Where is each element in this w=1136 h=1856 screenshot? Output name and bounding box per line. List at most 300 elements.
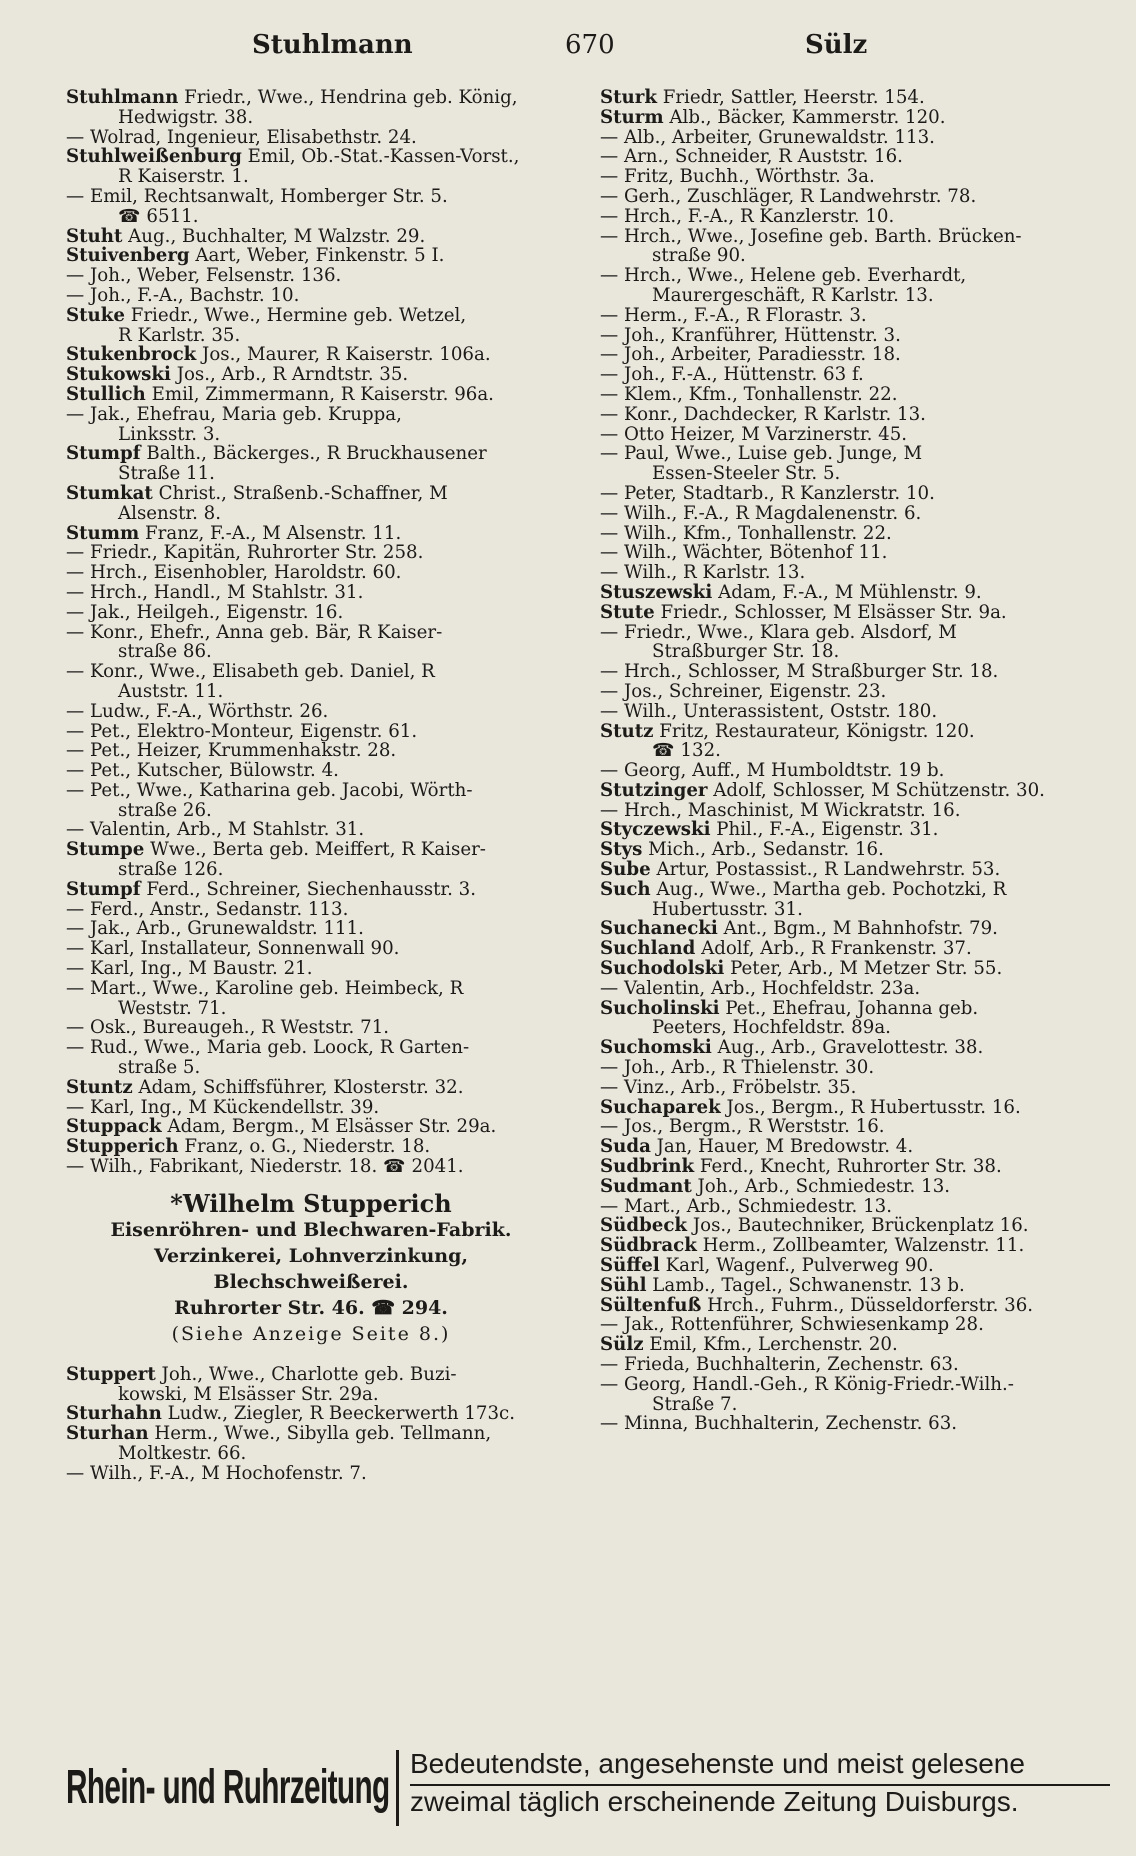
directory-entry xyxy=(600,623,1110,643)
entry-surname: Stuppert xyxy=(66,1363,156,1385)
entry-text: Peeters, Hochfeldstr. 89a. xyxy=(652,1017,891,1039)
entry-text: — Friedr., Kapitän, Ruhrorter Str. 258. xyxy=(66,542,424,564)
directory-entry xyxy=(600,919,1110,939)
directory-entry xyxy=(600,1197,1110,1217)
directory-entry xyxy=(66,563,566,583)
entry-text: Phil., F.-A., Eigenstr. 31. xyxy=(710,819,939,841)
entry-text: straße 5. xyxy=(118,1057,201,1079)
ad-line-2: Verzinkerei, Lohnverzinkung, Blechschweißerei. xyxy=(153,1244,469,1293)
entry-text: Friedr., Schlosser, M Elsässer Str. 9a. xyxy=(654,601,1007,623)
directory-entry xyxy=(66,266,566,286)
entry-text: straße 86. xyxy=(118,641,212,663)
entry-text: — Valentin, Arb., M Stahlstr. 31. xyxy=(66,819,365,841)
entry-surname: Sülz xyxy=(600,1334,644,1356)
entry-text: — Alb., Arbeiter, Grunewaldstr. 113. xyxy=(600,126,935,148)
directory-entry xyxy=(600,425,1110,445)
directory-entry xyxy=(66,1058,566,1078)
directory-entry xyxy=(600,603,1110,623)
entry-text: — Joh., Kranführer, Hüttenstr. 3. xyxy=(600,324,901,346)
entry-surname: Sucholinski xyxy=(600,997,720,1019)
entry-text: — Konr., Ehefr., Anna geb. Bär, R Kaiser- xyxy=(66,621,443,643)
entry-text: Adolf, Schlosser, M Schützenstr. 30. xyxy=(707,779,1045,801)
entry-text: — Ludw., F.-A., Wörthstr. 26. xyxy=(66,700,329,722)
entry-text: Peter, Arb., M Metzer Str. 55. xyxy=(724,958,1003,980)
entry-text: — Valentin, Arb., Hochfeldstr. 23a. xyxy=(600,977,921,999)
entry-text: Hubertusstr. 31. xyxy=(652,898,803,920)
entry-text: kowski, M Elsässer Str. 29a. xyxy=(118,1383,379,1405)
entry-text: straße 126. xyxy=(118,859,224,881)
entry-text: Wwe., Berta geb. Meiffert, R Kaiser- xyxy=(144,839,486,861)
entry-surname: Stuhlmann xyxy=(66,87,179,108)
entry-surname: Stumm xyxy=(66,522,140,544)
entry-text: — Joh., F.-A., Bachstr. 10. xyxy=(66,284,300,306)
directory-entry xyxy=(66,1137,566,1157)
directory-entry xyxy=(600,761,1110,781)
directory-entry xyxy=(600,999,1110,1019)
entry-text: Herm., Zollbeamter, Walzenstr. 11. xyxy=(696,1235,1025,1257)
directory-entry xyxy=(66,345,566,365)
entry-surname: Suchanecki xyxy=(600,918,718,940)
entry-text: Alsenstr. 8. xyxy=(118,502,222,524)
directory-entry xyxy=(600,524,1110,544)
directory-entry xyxy=(66,583,566,603)
entry-surname: Sühl xyxy=(600,1274,647,1296)
entry-text: ☎ 132. xyxy=(652,740,721,762)
page-header xyxy=(0,30,1136,70)
entry-text: Friedr., Wwe., Hendrina geb. König, xyxy=(178,87,518,108)
entry-text: — Emil, Rechtsanwalt, Homberger Str. 5. xyxy=(66,185,448,207)
newspaper-banner xyxy=(66,1748,1106,1830)
entry-text: Fritz, Restaurateur, Königstr. 120. xyxy=(653,720,975,742)
directory-entry xyxy=(600,939,1110,959)
directory-entry xyxy=(600,840,1110,860)
directory-entry xyxy=(600,1296,1110,1316)
directory-entry xyxy=(600,642,1110,662)
entry-text: — Hrch., F.-A., R Kanzlerstr. 10. xyxy=(600,205,895,227)
entry-text: — Mart., Wwe., Karoline geb. Heimbeck, R xyxy=(66,977,464,999)
entry-text: — Frieda, Buchhalterin, Zechenstr. 63. xyxy=(600,1354,959,1375)
entry-text: — Wilh., R Karlstr. 13. xyxy=(600,562,806,584)
directory-entry xyxy=(600,1315,1110,1335)
directory-entry xyxy=(66,306,566,326)
entry-text: — Pet., Wwe., Katharina geb. Jacobi, Wörth- xyxy=(66,779,473,801)
entry-text: Ludw., Ziegler, R Beeckerwerth 173c. xyxy=(161,1403,516,1425)
entry-surname: Süffel xyxy=(600,1255,660,1277)
entry-surname: Sturk xyxy=(600,87,657,108)
entry-surname: Stupperich xyxy=(66,1136,179,1158)
entry-surname: Suchaparek xyxy=(600,1096,721,1118)
entry-text: Emil, Kfm., Lerchenstr. 20. xyxy=(643,1334,898,1356)
directory-entry xyxy=(66,365,566,385)
entry-text: Franz, F.-A., M Alsenstr. 11. xyxy=(139,522,402,544)
entry-text: — Ferd., Anstr., Sedanstr. 113. xyxy=(66,898,349,920)
directory-entry xyxy=(600,583,1110,603)
entry-text: — Mart., Arb., Schmiedestr. 13. xyxy=(600,1195,893,1217)
entry-text: Hedwigstr. 38. xyxy=(118,106,254,128)
right-column xyxy=(600,88,1110,1434)
directory-entry xyxy=(600,1414,1110,1434)
entry-text: Essen-Steeler Str. 5. xyxy=(652,463,841,485)
entry-text: — Fritz, Buchh., Wörthstr. 3a. xyxy=(600,166,875,188)
directory-entry xyxy=(66,959,566,979)
directory-entry xyxy=(600,326,1110,346)
directory-entry xyxy=(600,682,1110,702)
entry-surname: Stys xyxy=(600,839,643,861)
directory-entry xyxy=(600,1236,1110,1256)
directory-entry xyxy=(600,1355,1110,1375)
entry-surname: Sturm xyxy=(600,106,664,128)
directory-entry xyxy=(66,187,566,207)
directory-entry xyxy=(600,365,1110,385)
directory-entry xyxy=(600,702,1110,722)
directory-entry xyxy=(600,1038,1110,1058)
directory-entry xyxy=(600,801,1110,821)
entry-text: Emil, Zimmermann, R Kaiserstr. 96a. xyxy=(145,383,494,405)
entry-text: Emil, Ob.-Stat.-Kassen-Vorst., xyxy=(241,146,520,168)
entry-text: — Wolrad, Ingenieur, Elisabethstr. 24. xyxy=(66,126,417,148)
left-entry-list xyxy=(66,88,566,1177)
entry-surname: Stute xyxy=(600,601,655,623)
directory-entry xyxy=(66,108,566,128)
directory-entry xyxy=(600,1375,1110,1395)
entry-text: — Jak., Heilgeh., Eigenstr. 16. xyxy=(66,601,344,623)
entry-text: — Wilh., F.-A., M Hochofenstr. 7. xyxy=(66,1462,367,1484)
entry-text: Aug., Arb., Gravelottestr. 38. xyxy=(711,1037,984,1059)
directory-entry xyxy=(66,820,566,840)
directory-entry xyxy=(600,1058,1110,1078)
entry-text: — Karl, Ing., M Baustr. 21. xyxy=(66,958,313,980)
entry-surname: Sültenfuß xyxy=(600,1294,702,1316)
directory-entry xyxy=(66,504,566,524)
entry-text: Jos., Bautechniker, Brückenplatz 16. xyxy=(687,1215,1029,1237)
entry-surname: Suchland xyxy=(600,938,696,960)
entry-text: Moltkestr. 66. xyxy=(118,1443,247,1465)
directory-entry xyxy=(66,1157,566,1177)
header-right-word: Sülz xyxy=(805,30,868,60)
directory-entry xyxy=(600,405,1110,425)
directory-entry xyxy=(600,741,1110,761)
entry-surname: Sturhan xyxy=(66,1423,149,1445)
directory-entry xyxy=(66,603,566,623)
entry-text: Herm., Wwe., Sibylla geb. Tellmann, xyxy=(148,1423,492,1445)
entry-text: Aug., Wwe., Martha geb. Pochotzki, R xyxy=(650,878,1007,900)
entry-surname: Stumpf xyxy=(66,443,141,465)
directory-entry xyxy=(600,979,1110,999)
directory-entry xyxy=(66,1078,566,1098)
entry-text: R Kaiserstr. 1. xyxy=(118,166,249,188)
directory-entry xyxy=(66,1117,566,1137)
directory-entry xyxy=(66,1464,566,1484)
entry-text: — Jos., Bergm., R Werststr. 16. xyxy=(600,1116,885,1138)
directory-entry xyxy=(66,623,566,643)
entry-surname: Stuszewski xyxy=(600,581,713,603)
directory-entry xyxy=(66,167,566,187)
entry-surname: Suda xyxy=(600,1136,651,1158)
entry-surname: Stumpf xyxy=(66,878,141,900)
entry-text: ☎ 6511. xyxy=(118,205,199,227)
entry-surname: Sudbrink xyxy=(600,1156,695,1178)
entry-text: Straßburger Str. 18. xyxy=(652,641,840,663)
directory-entry xyxy=(66,464,566,484)
entry-text: Ferd., Knecht, Ruhrorter Str. 38. xyxy=(694,1156,1002,1178)
directory-entry xyxy=(600,781,1110,801)
directory-entry xyxy=(600,345,1110,365)
entry-text: — Wilh., Kfm., Tonhallenstr. 22. xyxy=(600,522,892,544)
entry-surname: Styczewski xyxy=(600,819,711,841)
entry-text: — Herm., F.-A., R Florastr. 3. xyxy=(600,304,867,326)
entry-surname: Stutzinger xyxy=(600,779,708,801)
entry-text: Jan, Hauer, M Bredowstr. 4. xyxy=(650,1136,914,1158)
entry-text: Straße 11. xyxy=(118,463,215,485)
entry-text: Aug., Buchhalter, M Walzstr. 29. xyxy=(122,225,426,247)
entry-surname: Stuht xyxy=(66,225,123,247)
directory-entry xyxy=(600,266,1110,286)
entry-text: Lamb., Tagel., Schwanenstr. 13 b. xyxy=(646,1274,965,1296)
directory-entry xyxy=(600,900,1110,920)
directory-entry xyxy=(600,1177,1110,1197)
entry-text: Aart, Weber, Finkenstr. 5 I. xyxy=(189,245,445,267)
entry-text: Adam, Schiffsführer, Klosterstr. 32. xyxy=(132,1076,464,1098)
directory-entry xyxy=(66,425,566,445)
directory-entry xyxy=(66,840,566,860)
entry-surname: Sturhahn xyxy=(66,1403,162,1425)
entry-text: Auststr. 11. xyxy=(118,680,224,702)
directory-entry xyxy=(66,860,566,880)
directory-entry xyxy=(600,860,1110,880)
entry-text: — Gerh., Zuschläger, R Landwehrstr. 78. xyxy=(600,185,977,207)
entry-text: — Pet., Heizer, Krummenhakstr. 28. xyxy=(66,740,397,762)
directory-entry xyxy=(66,1038,566,1058)
directory-entry xyxy=(600,1276,1110,1296)
entry-surname: Südbeck xyxy=(600,1215,688,1237)
directory-entry xyxy=(66,207,566,227)
entry-text: — Konr., Dachdecker, R Karlstr. 13. xyxy=(600,403,926,425)
entry-text: — Joh., Arb., R Thielenstr. 30. xyxy=(600,1057,875,1079)
entry-surname: Stuntz xyxy=(66,1076,133,1098)
directory-entry xyxy=(66,88,566,108)
entry-text: Pet., Ehefrau, Johanna geb. xyxy=(719,997,979,1019)
entry-text: Linksstr. 3. xyxy=(118,423,221,445)
entry-text: Mich., Arb., Sedanstr. 16. xyxy=(642,839,884,861)
entry-surname: Stullich xyxy=(66,383,146,405)
entry-text: — Hrch., Wwe., Josefine geb. Barth. Brücken- xyxy=(600,225,1022,247)
entry-text: — Osk., Bureaugeh., R Weststr. 71. xyxy=(66,1017,390,1039)
entry-text: Balth., Bäckerges., R Bruckhausener xyxy=(140,443,487,465)
directory-entry xyxy=(600,128,1110,148)
directory-entry xyxy=(66,761,566,781)
entry-text: Jos., Bergm., R Hubertusstr. 16. xyxy=(720,1096,1021,1118)
directory-entry xyxy=(66,722,566,742)
directory-entry xyxy=(66,286,566,306)
directory-entry xyxy=(66,484,566,504)
ad-line-1: Eisenröhren- und Blechwaren-Fabrik. xyxy=(110,1218,512,1241)
directory-entry xyxy=(66,979,566,999)
entry-text: Franz, o. G., Niederstr. 18. xyxy=(178,1136,431,1158)
entry-text: Ant., Bgm., M Bahnhofstr. 79. xyxy=(717,918,998,940)
entry-text: — Klem., Kfm., Tonhallenstr. 22. xyxy=(600,383,898,405)
entry-surname: Stuivenberg xyxy=(66,245,190,267)
directory-entry xyxy=(600,444,1110,464)
directory-entry xyxy=(600,722,1110,742)
directory-entry xyxy=(66,1018,566,1038)
entry-text: straße 90. xyxy=(652,245,746,267)
directory-entry xyxy=(66,1385,566,1405)
directory-entry xyxy=(66,880,566,900)
left-column xyxy=(66,88,566,1484)
directory-entry xyxy=(600,1137,1110,1157)
entry-text: — Wilh., Fabrikant, Niederstr. 18. ☎ 2041. xyxy=(66,1156,464,1178)
directory-entry xyxy=(66,1424,566,1444)
entry-text: Jos., Maurer, R Kaiserstr. 106a. xyxy=(196,344,491,366)
entry-text: Alb., Bäcker, Kammerstr. 120. xyxy=(663,106,946,128)
directory-entry xyxy=(66,1365,566,1385)
directory-entry xyxy=(66,524,566,544)
entry-text: — Jak., Rottenführer, Schwiesenkamp 28. xyxy=(600,1314,984,1336)
entry-text: Christ., Straßenb.-Schaffner, M xyxy=(152,482,448,504)
directory-entry xyxy=(600,1256,1110,1276)
entry-text: Karl, Wagenf., Pulverweg 90. xyxy=(659,1255,934,1277)
entry-text: — Joh., F.-A., Hüttenstr. 63 f. xyxy=(600,364,864,386)
entry-text: — Georg, Auff., M Humboldtstr. 19 b. xyxy=(600,760,945,782)
directory-entry xyxy=(66,662,566,682)
banner-logo: Rhein- und Ruhrzeitung xyxy=(66,1761,390,1814)
entry-text: — Georg, Handl.-Geh., R König-Friedr.-Wilh.- xyxy=(600,1373,1014,1395)
directory-entry xyxy=(600,820,1110,840)
ad-line-4: (Siehe Anzeige Seite 8.) xyxy=(171,1322,451,1345)
directory-entry xyxy=(66,741,566,761)
entry-text: — Hrch., Wwe., Helene geb. Everhardt, xyxy=(600,265,967,287)
directory-entry xyxy=(600,1117,1110,1137)
directory-entry xyxy=(600,147,1110,167)
entry-text: Joh., Wwe., Charlotte geb. Buzi- xyxy=(155,1363,457,1385)
entry-text: — Pet., Kutscher, Bülowstr. 4. xyxy=(66,760,339,782)
entry-text: — Konr., Wwe., Elisabeth geb. Daniel, R xyxy=(66,661,435,683)
entry-text: Straße 7. xyxy=(652,1393,738,1415)
entry-surname: Stumkat xyxy=(66,482,153,504)
banner-line-2: zweimal täglich erscheinende Zeitung Duisburgs. xyxy=(410,1786,1019,1817)
entry-surname: Südbrack xyxy=(600,1235,697,1257)
entry-text: — Wilh., F.-A., R Magdalenenstr. 6. xyxy=(600,502,922,524)
entry-text: — Hrch., Eisenhobler, Haroldstr. 60. xyxy=(66,562,402,584)
banner-divider xyxy=(396,1750,399,1826)
directory-entry xyxy=(66,900,566,920)
directory-entry xyxy=(600,880,1110,900)
entry-text: Artur, Postassist., R Landwehrstr. 53. xyxy=(650,859,1001,881)
entry-text: Adolf, Arb., R Frankenstr. 37. xyxy=(695,938,972,960)
directory-entry xyxy=(600,286,1110,306)
entry-surname: Stumpe xyxy=(66,839,145,861)
directory-entry xyxy=(600,1216,1110,1236)
entry-text: — Hrch., Schlosser, M Straßburger Str. 18. xyxy=(600,661,999,683)
entry-text: — Minna, Buchhalterin, Zechenstr. 63. xyxy=(600,1413,958,1435)
directory-entry xyxy=(66,702,566,722)
entry-text: Joh., Arb., Schmiedestr. 13. xyxy=(691,1175,951,1197)
directory-entry xyxy=(600,563,1110,583)
left-entry-list-after-ad xyxy=(66,1365,566,1484)
directory-entry xyxy=(66,385,566,405)
directory-entry xyxy=(66,543,566,563)
entry-surname: Suchomski xyxy=(600,1037,712,1059)
entry-surname: Stutz xyxy=(600,720,654,742)
entry-surname: Stuhlweißenburg xyxy=(66,146,242,168)
entry-text: Weststr. 71. xyxy=(118,997,227,1019)
directory-entry xyxy=(66,999,566,1019)
directory-entry xyxy=(600,484,1110,504)
entry-text: Adam, Bergm., M Elsässer Str. 29a. xyxy=(161,1116,497,1138)
entry-text: R Karlstr. 35. xyxy=(118,324,241,346)
advertisement xyxy=(56,1188,566,1347)
directory-entry xyxy=(66,1098,566,1118)
directory-entry xyxy=(600,543,1110,563)
directory-entry xyxy=(600,1018,1110,1038)
page-number: 670 xyxy=(565,30,615,60)
entry-text: Adam, F.-A., M Mühlenstr. 9. xyxy=(712,581,982,603)
directory-entry xyxy=(600,1335,1110,1355)
entry-surname: Stukenbrock xyxy=(66,344,197,366)
directory-entry xyxy=(66,1444,566,1464)
entry-text: Maurergeschäft, R Karlstr. 13. xyxy=(652,284,934,306)
header-left-word: Stuhlmann xyxy=(252,30,413,60)
directory-entry xyxy=(66,939,566,959)
entry-text: — Rud., Wwe., Maria geb. Loock, R Garten- xyxy=(66,1037,470,1059)
directory-entry xyxy=(66,642,566,662)
directory-entry xyxy=(66,147,566,167)
directory-entry xyxy=(600,1395,1110,1415)
entry-text: — Jak., Arb., Grunewaldstr. 111. xyxy=(66,918,364,940)
entry-surname: Stukowski xyxy=(66,364,171,386)
directory-entry xyxy=(66,801,566,821)
entry-text: straße 26. xyxy=(118,799,212,821)
entry-text: — Wilh., Wächter, Bötenhof 11. xyxy=(600,542,888,564)
entry-surname: Suchodolski xyxy=(600,958,725,980)
entry-text: — Vinz., Arb., Fröbelstr. 35. xyxy=(600,1076,857,1098)
directory-entry xyxy=(600,959,1110,979)
entry-surname: Stuke xyxy=(66,304,125,326)
directory-entry xyxy=(600,207,1110,227)
directory-entry xyxy=(600,1078,1110,1098)
entry-surname: Stuppack xyxy=(66,1116,162,1138)
entry-text: Jos., Arb., R Arndtstr. 35. xyxy=(170,364,409,386)
entry-text: — Hrch., Maschinist, M Wickratstr. 16. xyxy=(600,799,961,821)
directory-entry xyxy=(600,504,1110,524)
entry-text: — Jak., Ehefrau, Maria geb. Kruppa, xyxy=(66,403,402,425)
entry-text: Friedr., Wwe., Hermine geb. Wetzel, xyxy=(124,304,467,326)
entry-text: — Pet., Elektro-Monteur, Eigenstr. 61. xyxy=(66,720,418,742)
directory-entry xyxy=(66,227,566,247)
entry-surname: Such xyxy=(600,878,651,900)
directory-entry xyxy=(66,781,566,801)
entry-text: — Friedr., Wwe., Klara geb. Alsdorf, M xyxy=(600,621,957,643)
entry-surname: Sudmant xyxy=(600,1175,692,1197)
entry-text: — Hrch., Handl., M Stahlstr. 31. xyxy=(66,581,364,603)
directory-entry xyxy=(600,662,1110,682)
directory-entry xyxy=(66,444,566,464)
entry-text: — Peter, Stadtarb., R Kanzlerstr. 10. xyxy=(600,482,935,504)
entry-text: Friedr, Sattler, Heerstr. 154. xyxy=(656,87,925,108)
entry-text: — Arn., Schneider, R Auststr. 16. xyxy=(600,146,903,168)
directory-entry xyxy=(600,187,1110,207)
directory-entry xyxy=(600,167,1110,187)
directory-entry xyxy=(600,1098,1110,1118)
directory-entry xyxy=(600,88,1110,108)
entry-text: — Karl, Installateur, Sonnenwall 90. xyxy=(66,938,400,960)
entry-text: — Joh., Weber, Felsenstr. 136. xyxy=(66,265,342,287)
entry-text: — Karl, Ing., M Kückendellstr. 39. xyxy=(66,1096,380,1118)
entry-text: — Wilh., Unterassistent, Oststr. 180. xyxy=(600,700,938,722)
banner-line-1: Bedeutendste, angesehenste und meist gelesene xyxy=(410,1748,1025,1779)
directory-entry xyxy=(600,246,1110,266)
directory-entry xyxy=(66,919,566,939)
